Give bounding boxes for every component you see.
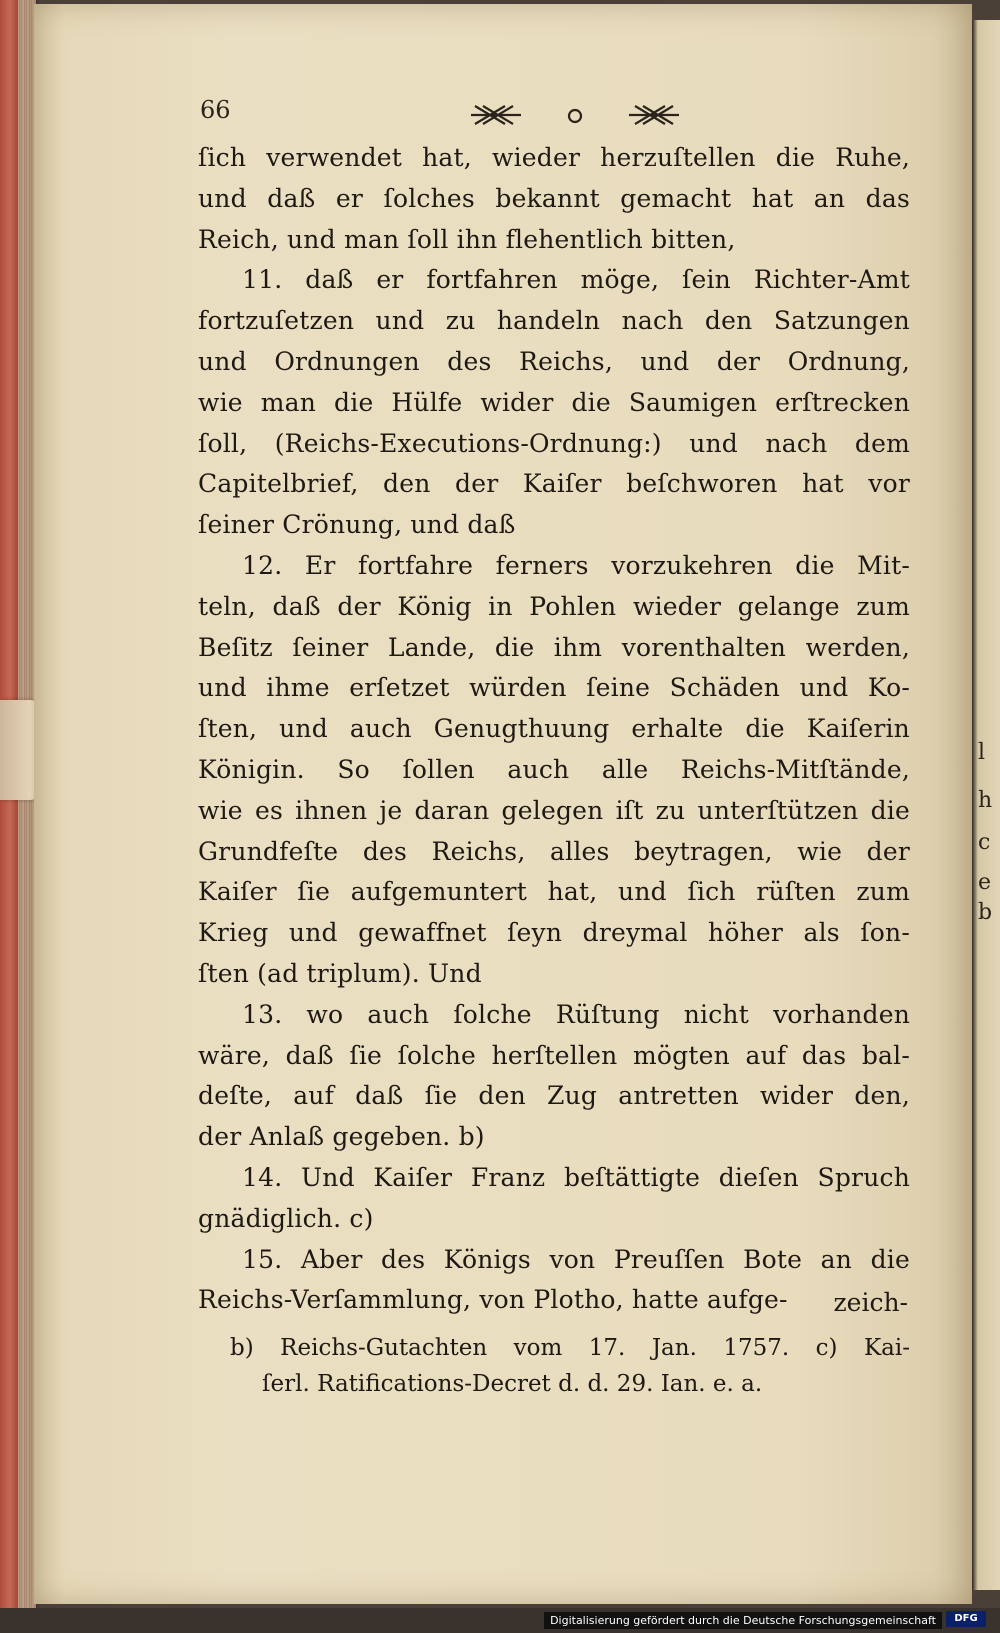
text-line: 12. Er fortfahre ferners vorzukehren die Mit- [242, 550, 910, 580]
text-line: deſte, auf daß ſie den Zug antretten wider den, [198, 1081, 910, 1111]
red-book-edge [0, 0, 18, 1633]
margin-letter: b [978, 900, 993, 925]
text-line: Königin. So ſollen auch alle Reichs-Mitſtände, [198, 754, 910, 784]
footnotes [230, 1330, 910, 1402]
text-line: Beſitz ſeiner Lande, die ihm vorenthalten werden, [198, 632, 910, 662]
text-line: gnädiglich. c) [198, 1203, 374, 1233]
text-line: Kaiſer ſie aufgemuntert hat, und ſich rüſten zum [198, 877, 910, 907]
text-line: Grundfeſte des Reichs, alles beytragen, wie der [198, 836, 910, 866]
text-line: 14. Und Kaiſer Franz beſtättigte dieſen Spruch [242, 1162, 910, 1192]
header-ornament-icon [465, 100, 685, 130]
text-line: ſeiner Crönung, und daß [198, 510, 516, 540]
margin-letter: h [978, 788, 993, 813]
text-line: 13. wo auch ſolche Rüſtung nicht vorhanden [242, 999, 910, 1029]
margin-letter: c [978, 830, 991, 855]
text-line: Capitelbrief, den der Kaiſer beſchworen hat vor [198, 469, 910, 499]
text-line: 11. daß er fortfahren möge, ſein Richter-Amt [242, 265, 910, 295]
catchword: zeich- [833, 1288, 908, 1317]
page-number: 66 [200, 96, 231, 124]
margin-letter: l [978, 740, 986, 765]
text-line: wie man die Hülfe wider die Saumigen erſtrecken [198, 387, 910, 417]
body-text [198, 138, 910, 1321]
text-line: und Ordnungen des Reichs, und der Ordnung, [198, 346, 910, 376]
text-line: 15. Aber des Königs von Preuſſen Bote an die [242, 1244, 910, 1274]
text-line: ſich verwendet hat, wieder herzuſtellen die Ruhe, [198, 143, 910, 172]
text-line: der Anlaß gegeben. b) [198, 1122, 485, 1152]
text-line: ſoll, (Reichs-Executions-Ordnung:) und nach dem [198, 428, 910, 458]
text-line: und ihme erſetzet würden ſeine Schäden und Ko- [198, 673, 910, 703]
margin-letter: e [978, 870, 992, 895]
text-line: teln, daß der König in Pohlen wieder gelange zum [198, 591, 910, 621]
digitization-credit: Digitalisierung gefördert durch die Deutsche Forschungsgemeinschaft [544, 1612, 942, 1629]
text-line: ſten, und auch Genugthuung erhalte die Kaiſerin [198, 714, 910, 744]
page-header [200, 96, 900, 136]
text-line: wie es ihnen je daran gelegen iſt zu unterſtützen die [198, 795, 910, 825]
text-line: ſten (ad triplum). Und [198, 958, 482, 988]
footnote-line: b) Reichs-Gutachten vom 17. Jan. 1757. c) Kai- [230, 1335, 910, 1361]
text-line: Reich, und man ſoll ihn flehentlich bitten, [198, 224, 736, 254]
text-line: und daß er ſolches bekannt gemacht hat an das [198, 183, 910, 213]
text-line: Reichs-Verſammlung, von Plotho, hatte aufge- [198, 1285, 788, 1315]
text-line: Krieg und gewaffnet ſeyn dreymal höher als ſon- [198, 918, 910, 948]
footnote-line: ſerl. Ratifications-Decret d. d. 29. Ian. e. a. [262, 1371, 763, 1397]
text-line: fortzuſetzen und zu handeln nach den Satzungen [198, 306, 910, 336]
dfg-logo-icon: DFG [946, 1611, 986, 1627]
text-line: wäre, daß ſie ſolche herſtellen mögten auf das bal- [198, 1040, 910, 1070]
